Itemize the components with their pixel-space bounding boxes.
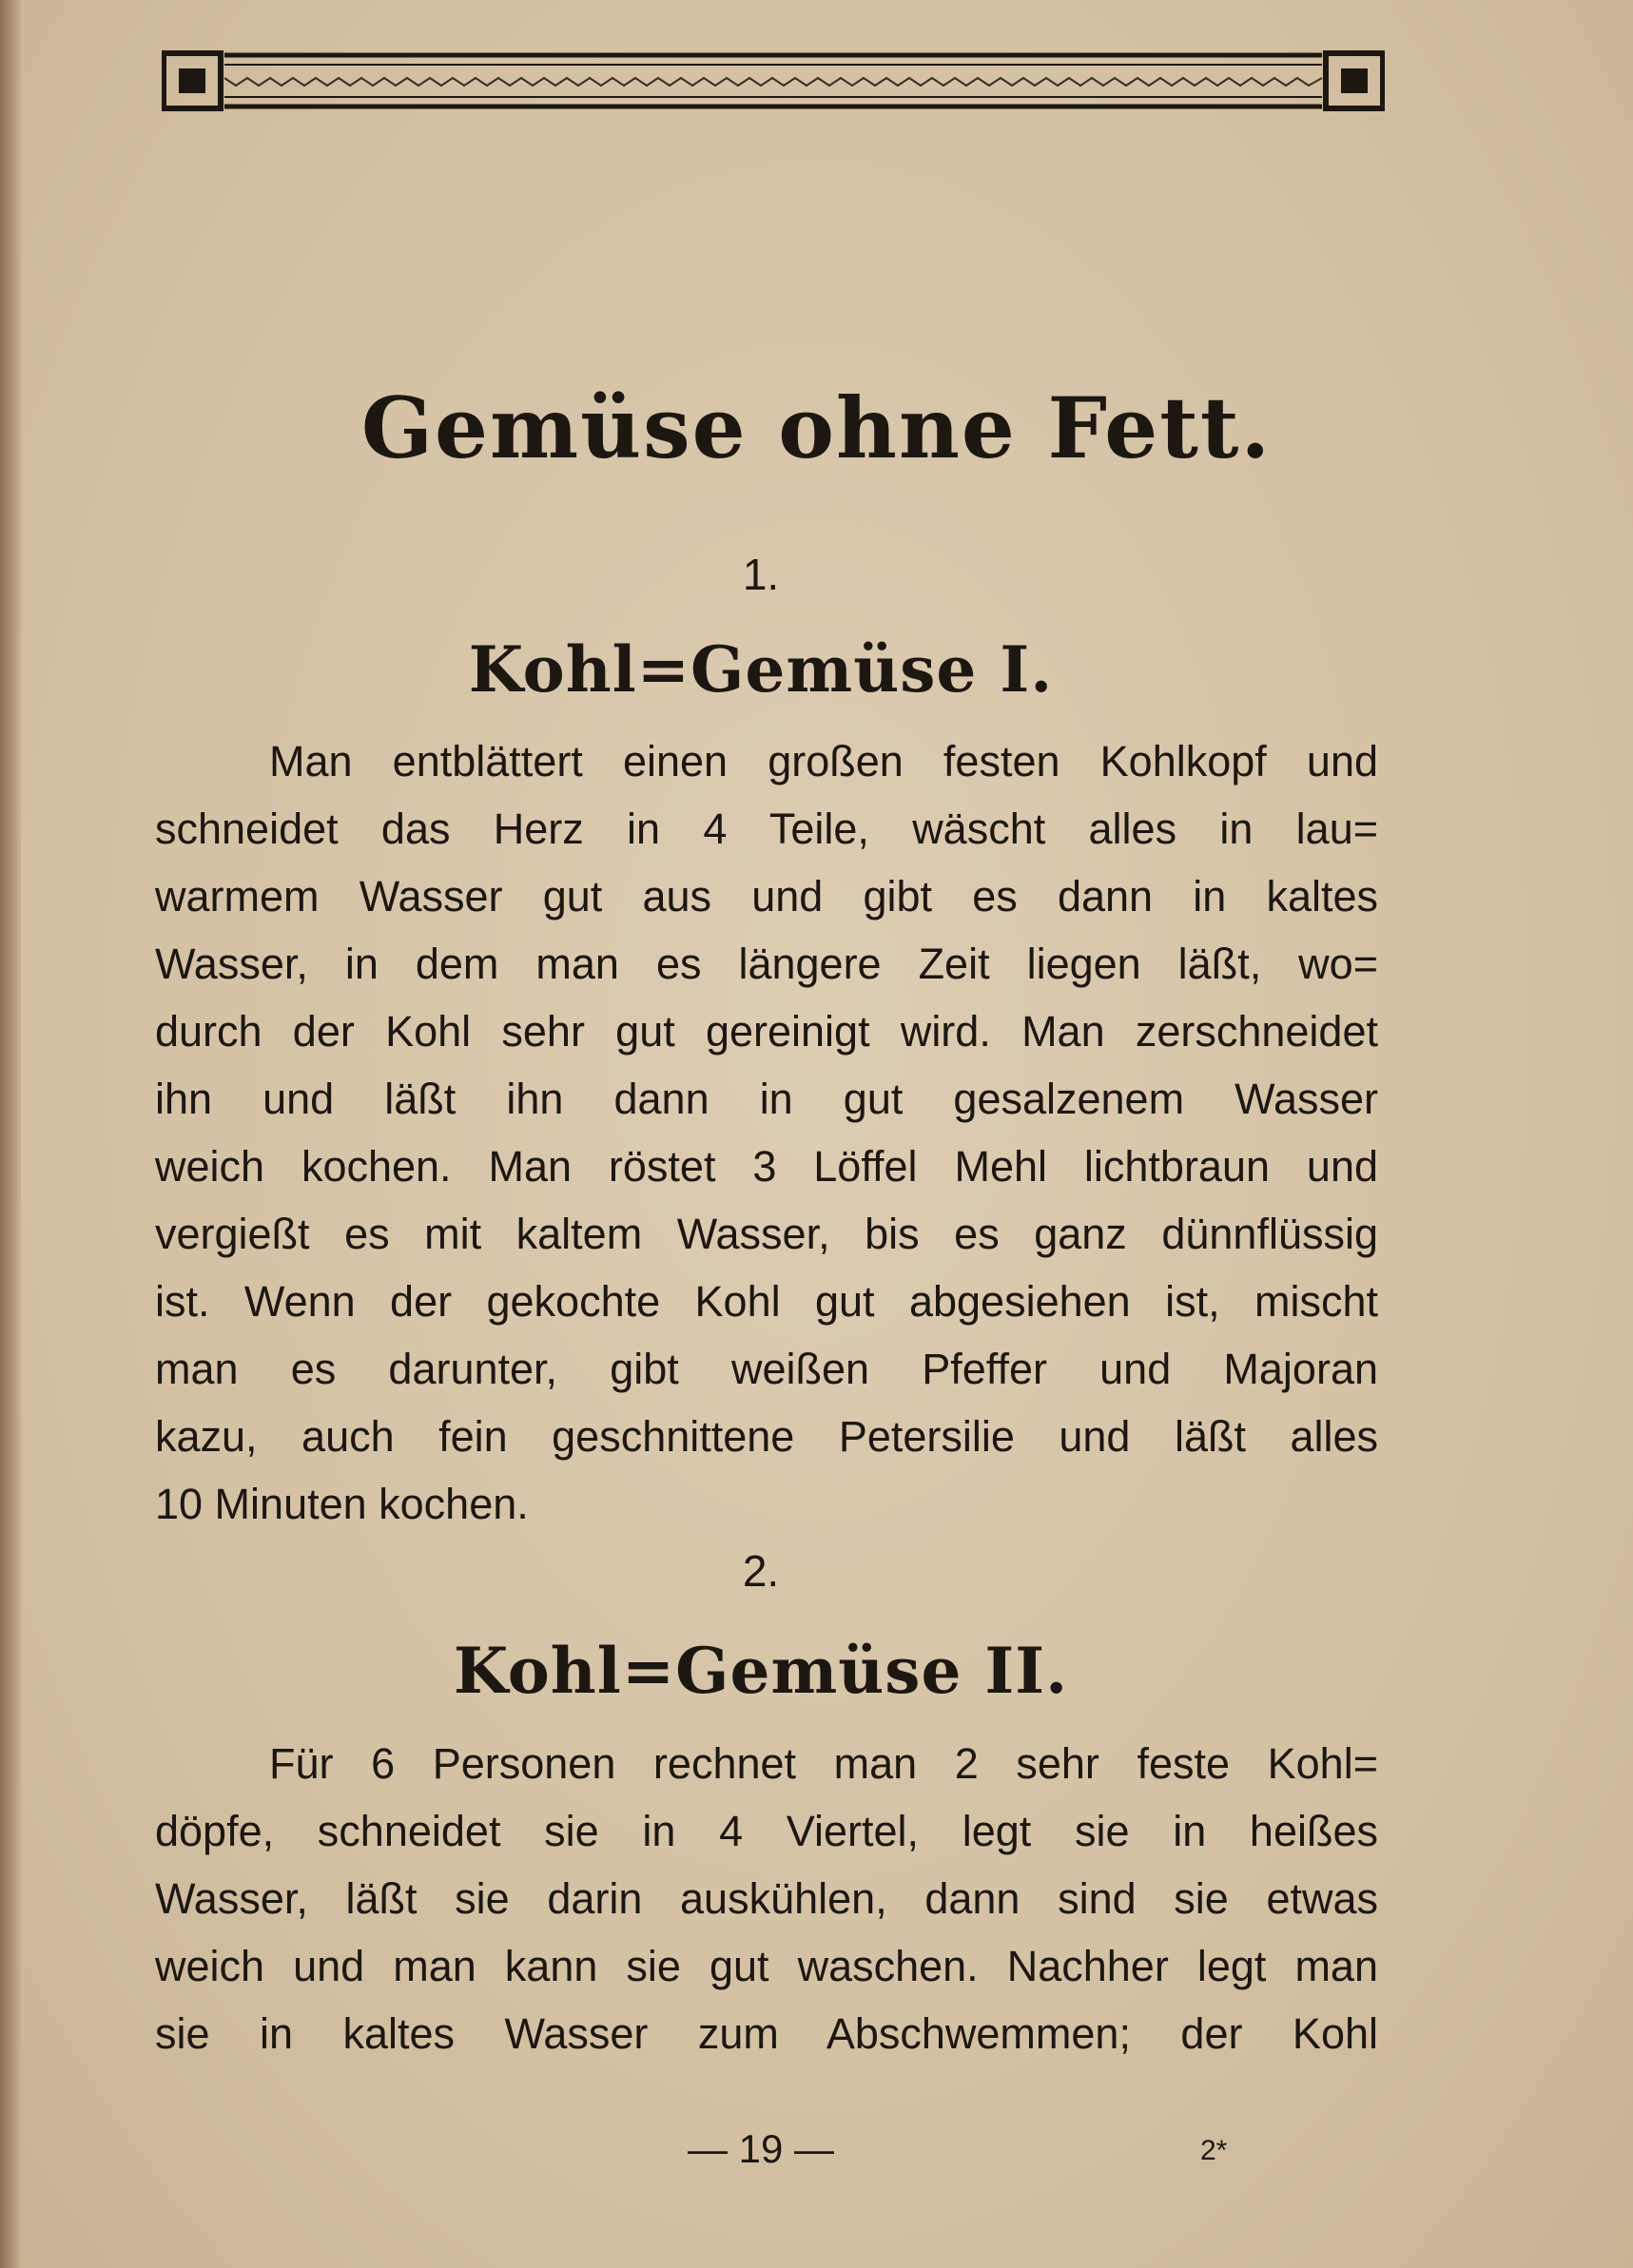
section-heading: Kohl=Gemüse II.	[453, 1634, 1069, 1708]
text-line: ihn und läßt ihn dann in gut gesalzenem Wasser	[155, 1075, 1378, 1123]
page-number: — 19 —	[687, 2126, 835, 2171]
signature-mark: 2*	[1200, 2135, 1228, 2166]
text-line: Man entblättert einen großen festen Kohlkopf und	[269, 737, 1378, 785]
text-line: durch der Kohl sehr gut gereinigt wird. Man zerschneidet	[155, 1007, 1378, 1056]
text-line: vergießt es mit kaltem Wasser, bis es ganz dünnflüssig	[155, 1210, 1378, 1258]
text-line: döpfe, schneidet sie in 4 Viertel, legt sie in heißes	[155, 1807, 1378, 1855]
text-line: 10 Minuten kochen.	[155, 1480, 529, 1528]
section-number: 2.	[742, 1546, 780, 1596]
text-line: man es darunter, gibt weißen Pfeffer und Majoran	[155, 1345, 1378, 1393]
text-line: warmem Wasser gut aus und gibt es dann in kaltes	[155, 872, 1378, 921]
page-title: Gemüse ohne Fett.	[360, 378, 1273, 477]
text-line: kazu, auch fein geschnittene Petersilie und läßt alles	[155, 1412, 1378, 1461]
text-line: weich und man kann sie gut waschen. Nachher legt man	[155, 1942, 1378, 1990]
section-heading: Kohl=Gemüse I.	[468, 632, 1054, 707]
text-line: sie in kaltes Wasser zum Abschwemmen; der Kohl	[155, 2009, 1378, 2058]
text-line: weich kochen. Man röstet 3 Löffel Mehl lichtbraun und	[155, 1142, 1378, 1191]
page-left-edge	[0, 0, 21, 2268]
text-line: Wasser, in dem man es längere Zeit liegen läßt, wo=	[155, 940, 1378, 988]
header-ornament	[162, 49, 1385, 114]
text-line: Für 6 Personen rechnet man 2 sehr feste Kohl=	[269, 1739, 1378, 1788]
text-line: ist. Wenn der gekochte Kohl gut abgesiehen ist, mischt	[155, 1277, 1378, 1326]
text-line: schneidet das Herz in 4 Teile, wäscht alles in lau=	[155, 804, 1378, 853]
section-number: 1.	[742, 550, 780, 599]
text-line: Wasser, läßt sie darin auskühlen, dann sind sie etwas	[155, 1874, 1378, 1923]
